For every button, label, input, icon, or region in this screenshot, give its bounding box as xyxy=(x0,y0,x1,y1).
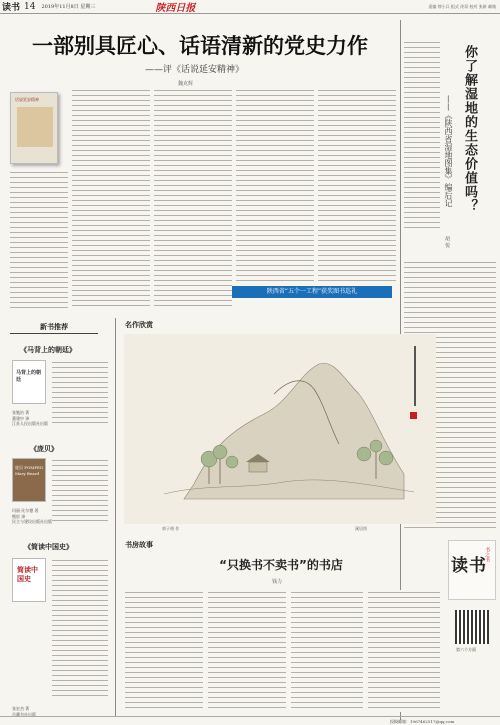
book-cover-title: 话说延安精神 xyxy=(15,97,39,102)
page-header xyxy=(0,0,500,14)
book-blurb-1 xyxy=(52,360,108,426)
column-divider xyxy=(115,318,116,716)
story-body-col1 xyxy=(125,590,203,712)
wetland-headline: 你了解湿地的生态价值吗？ xyxy=(462,45,477,213)
new-books-header-label: 新书推荐 xyxy=(40,322,68,331)
book-cover-2-text: 庞贝 POMPEII Mary Beard xyxy=(15,465,44,476)
landscape-painting-art xyxy=(124,334,436,524)
main-article-body-col5 xyxy=(318,88,396,284)
main-article-body-col2 xyxy=(72,88,150,310)
story-header: 书房故事 xyxy=(125,541,153,549)
main-subhead: ——评《话说延安精神》 xyxy=(145,65,245,75)
book-meta-3: 张宏杰 著 岳麓书社出版 xyxy=(12,706,36,717)
book-title-3: 《简读中国史》 xyxy=(24,543,73,551)
newspaper-logo: 陕西日报 xyxy=(155,3,196,14)
qr-caption: 第六个方面 xyxy=(456,647,476,652)
story-body-col2 xyxy=(208,590,286,712)
book-blurb-3 xyxy=(52,558,108,698)
book-cover-2 xyxy=(12,458,46,502)
landscape-painting xyxy=(124,334,436,524)
main-article-body-col4 xyxy=(236,88,314,284)
qr-code[interactable] xyxy=(455,610,489,644)
section-name: 读书 xyxy=(2,3,21,13)
dushu-calligraphy: 读书 xyxy=(451,556,487,576)
book-cover-1 xyxy=(12,360,46,404)
page-footer: 投稿邮箱：1967462517@qq.com xyxy=(0,716,500,725)
story-body-col4 xyxy=(368,590,440,712)
painting-header: 名作欣赏 xyxy=(125,321,153,329)
page-number: 14 xyxy=(24,1,36,12)
new-books-header xyxy=(10,320,98,334)
painting-title: 溪居图 xyxy=(355,526,367,531)
book-meta-1: 张勉治 著 董建中 译 江苏人民出版社出版 xyxy=(12,410,48,426)
wetland-subhead: ——《陕西省湿地图集》编后记 xyxy=(444,95,453,207)
wetland-article-body-a xyxy=(404,40,440,230)
main-byline: 魏克辉 xyxy=(178,81,194,87)
book-title-2: 《庞贝》 xyxy=(30,445,58,453)
book-cover-art xyxy=(17,107,53,147)
main-article-body-col1 xyxy=(10,170,68,310)
book-cover-1-text: 马背上的朝廷 xyxy=(16,370,42,383)
wetland-byline: 胡 悦 xyxy=(444,236,450,248)
painting-artist: 郭子绪 作 xyxy=(162,526,180,531)
story-body-col3 xyxy=(291,590,363,712)
issue-date: 2019年11月8日 星期三 xyxy=(41,4,96,10)
book-meta-2: 玛丽·比尔德 著 熊宸 译 民主与建设出版社出版 xyxy=(12,508,52,524)
dushu-logo xyxy=(448,540,496,600)
award-banner: 陕西省“五个一工程”获奖图书巡礼 xyxy=(232,286,392,298)
story-headline: “只换书不卖书”的书店 xyxy=(219,558,343,572)
main-headline: 一部别具匠心、话语清新的党史力作 xyxy=(32,34,368,58)
book-cover-image xyxy=(10,92,58,164)
book-blurb-2 xyxy=(52,458,108,524)
book-cover-3-text: 简读中国史 xyxy=(17,565,38,583)
book-title-1: 《马背上的朝廷》 xyxy=(20,346,76,354)
story-byline: 钱力 xyxy=(272,579,283,585)
editor-credits: 责编 徐小兵 组式 佟哥 校对 张新 邮箱 xyxy=(428,3,496,9)
dushu-seal: 书之书 xyxy=(484,547,490,562)
book-cover-3 xyxy=(12,558,46,602)
main-article-body-col3 xyxy=(154,88,232,310)
